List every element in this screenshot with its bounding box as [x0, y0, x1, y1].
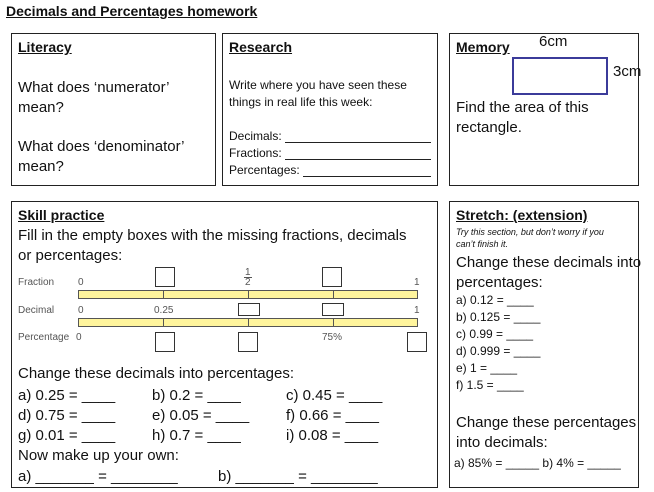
memory-prompt-line2: rectangle. — [456, 119, 522, 136]
research-prompt-line2: things in real life this week: — [229, 95, 373, 109]
skill-intro-line2: or percentages: — [18, 247, 123, 264]
percentage-blank-box-3[interactable] — [407, 332, 427, 352]
stretch-intro2-line1: Change these percentages — [456, 414, 637, 431]
question-a: a) 0.25 = ____ — [18, 387, 116, 404]
own-a: a) _______ = ________ — [18, 468, 178, 485]
fraction-half-numerator: 1 — [245, 267, 251, 278]
fraction-half-denominator: 2 — [245, 277, 251, 288]
change-decimals-heading: Change these decimals into percentages: — [18, 365, 295, 382]
decimals-label: Decimals: — [229, 129, 282, 143]
decimal-blank-box-1[interactable] — [238, 303, 260, 316]
own-heading: Now make up your own: — [18, 447, 179, 464]
bar2-tick-threequarter — [333, 318, 334, 326]
question-i: i) 0.08 = ____ — [286, 427, 379, 444]
fraction-half — [244, 268, 252, 287]
skill-intro-line1: Fill in the empty boxes with the missing fractions, decimals — [18, 227, 407, 244]
percentages-label: Percentages: — [229, 163, 300, 177]
stretch-item-f: f) 1.5 = ____ — [456, 378, 524, 392]
stretch-item-e: e) 1 = ____ — [456, 361, 518, 375]
question-h: h) 0.7 = ____ — [152, 427, 241, 444]
numerator-question-line1: What does ‘numerator’ — [18, 79, 170, 96]
bar1-tick-quarter — [163, 290, 164, 298]
decimal-blank-box-2[interactable] — [322, 303, 344, 316]
stretch-intro-line1: Change these decimals into — [456, 254, 642, 271]
stretch-item-d: d) 0.999 = ____ — [456, 344, 541, 358]
fraction-end: 1 — [414, 277, 420, 288]
decimals-answer-line — [285, 142, 431, 143]
decimal-end: 1 — [414, 305, 420, 316]
rectangle-width-label: 6cm — [539, 33, 568, 50]
fractions-answer-line — [285, 159, 431, 160]
percentage-row-label: Percentage — [18, 332, 70, 343]
question-e: e) 0.05 = ____ — [152, 407, 250, 424]
stretch-item-a: a) 0.12 = ____ — [456, 293, 534, 307]
bar2-tick-half — [248, 318, 249, 326]
fraction-blank-box-2[interactable] — [322, 267, 342, 287]
memory-heading: Memory — [456, 39, 510, 55]
page-title: Decimals and Percentages homework — [6, 3, 258, 19]
stretch-note-line1: Try this section, but don’t worry if you — [456, 227, 604, 237]
stretch-intro2-line2: into decimals: — [456, 434, 548, 451]
memory-prompt-line1: Find the area of this — [456, 99, 589, 116]
rectangle-shape — [512, 57, 608, 95]
fraction-blank-box-1[interactable] — [155, 267, 175, 287]
stretch-last-questions: a) 85% = _____ b) 4% = _____ — [454, 456, 621, 470]
denominator-question-line1: What does ‘denominator’ — [18, 138, 185, 155]
memory-panel — [449, 33, 642, 186]
stretch-heading: Stretch: (extension) — [456, 207, 588, 223]
rectangle-height-label: 3cm — [613, 63, 642, 80]
research-heading: Research — [229, 39, 293, 55]
percentage-start: 0 — [76, 332, 82, 343]
percentage-blank-box-2[interactable] — [238, 332, 258, 352]
stretch-panel — [449, 201, 642, 488]
percentages-answer-line — [303, 176, 431, 177]
research-panel — [222, 33, 438, 186]
literacy-heading: Literacy — [18, 39, 72, 55]
skill-practice-panel — [11, 201, 438, 488]
stretch-note-line2: can’t finish it. — [456, 239, 509, 249]
literacy-panel — [11, 33, 216, 186]
bar1-tick-threequarter — [333, 290, 334, 298]
question-f: f) 0.66 = ____ — [286, 407, 379, 424]
stretch-intro-line2: percentages: — [456, 274, 543, 291]
bar1-tick-half — [248, 290, 249, 298]
stretch-item-c: c) 0.99 = ____ — [456, 327, 534, 341]
skill-heading: Skill practice — [18, 207, 105, 223]
decimal-quarter: 0.25 — [154, 305, 174, 316]
question-c: c) 0.45 = ____ — [286, 387, 383, 404]
decimal-row-label: Decimal — [18, 305, 55, 316]
question-g: g) 0.01 = ____ — [18, 427, 116, 444]
own-b: b) _______ = ________ — [218, 468, 378, 485]
fractions-label: Fractions: — [229, 146, 282, 160]
denominator-question-line2: mean? — [18, 158, 64, 175]
fraction-row-label: Fraction — [18, 277, 55, 288]
numerator-question-line2: mean? — [18, 99, 64, 116]
percentage-75: 75% — [322, 332, 343, 343]
fraction-start: 0 — [78, 277, 84, 288]
question-d: d) 0.75 = ____ — [18, 407, 116, 424]
question-b: b) 0.2 = ____ — [152, 387, 241, 404]
stretch-item-b: b) 0.125 = ____ — [456, 310, 541, 324]
decimal-start: 0 — [78, 305, 84, 316]
decimals-line — [229, 128, 282, 145]
percentage-blank-box-1[interactable] — [155, 332, 175, 352]
bar2-tick-quarter — [163, 318, 164, 326]
research-prompt-line1: Write where you have seen these — [229, 78, 407, 92]
